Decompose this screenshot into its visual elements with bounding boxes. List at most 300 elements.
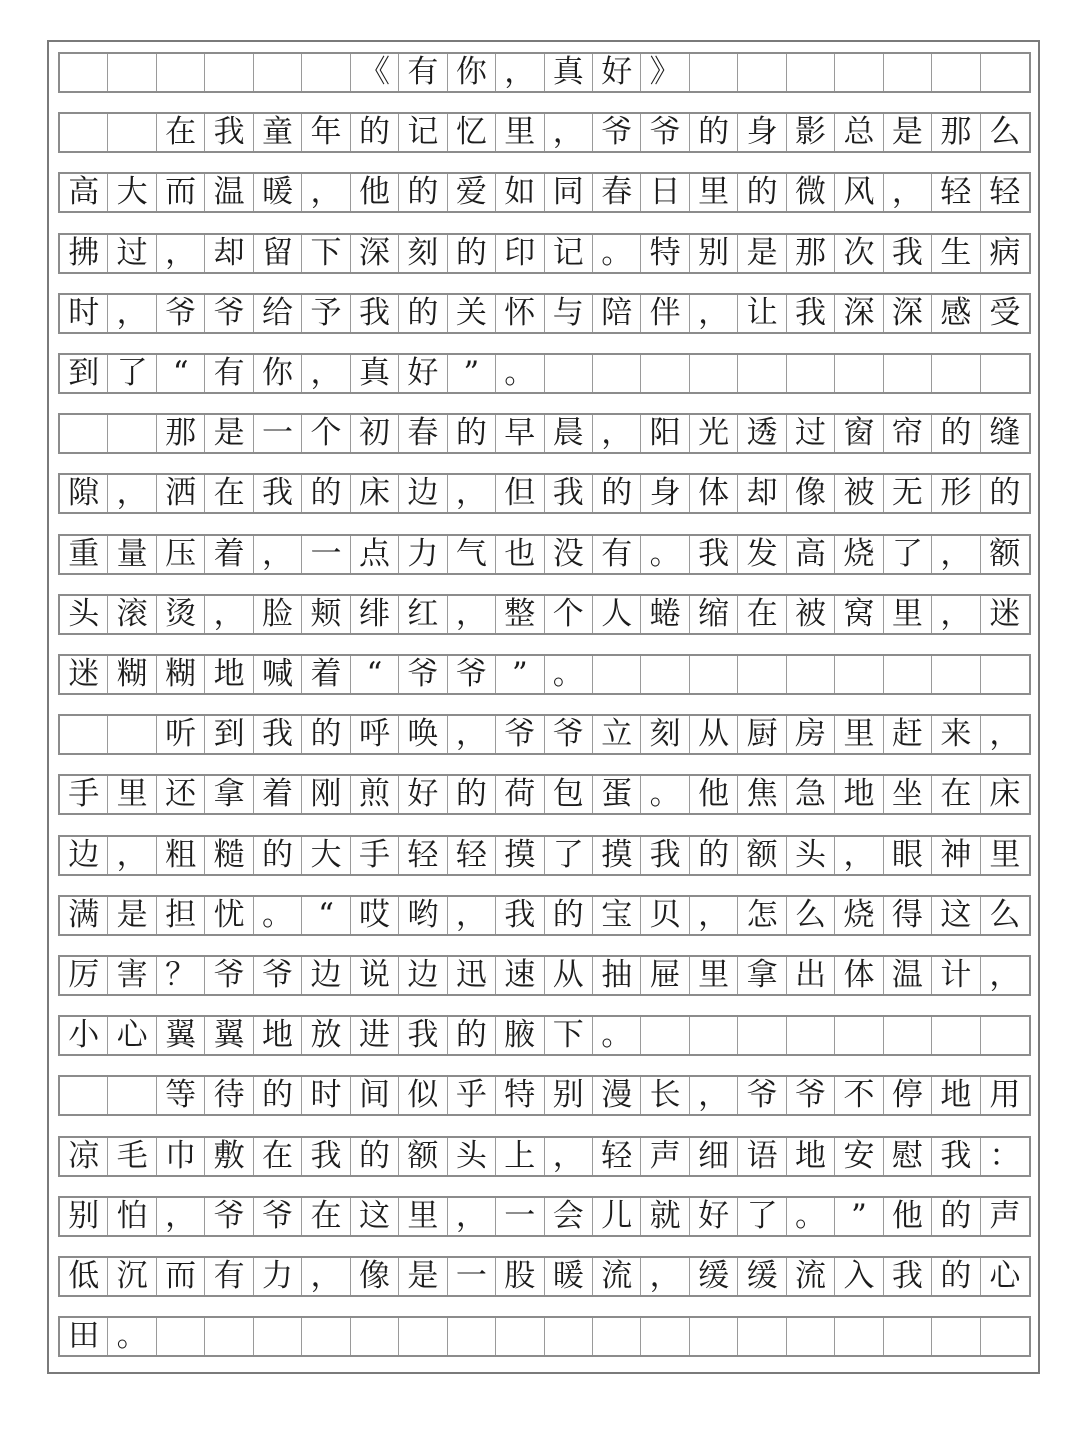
grid-cell: 阳	[641, 415, 689, 452]
grid-cell: 像	[787, 475, 835, 512]
grid-cell: 摸	[496, 837, 544, 874]
grid-cell: ，	[690, 897, 738, 934]
grid-cell: 日	[641, 174, 689, 211]
grid-cell	[932, 54, 980, 91]
grid-cell: 糊	[108, 656, 156, 693]
grid-cell: 地	[787, 1138, 835, 1175]
grid-cell	[157, 54, 205, 91]
grid-cell: 里	[690, 957, 738, 994]
grid-cell: 压	[157, 536, 205, 573]
grid-cell: 还	[157, 776, 205, 813]
grid-cell: 这	[932, 897, 980, 934]
grid-cell: 晨	[545, 415, 593, 452]
grid-cell: 无	[884, 475, 932, 512]
grid-cell: 是	[738, 235, 786, 272]
grid-cell: 了	[884, 536, 932, 573]
grid-cell: 放	[302, 1017, 350, 1054]
grid-cell: 腋	[496, 1017, 544, 1054]
grid-cell: 好	[690, 1198, 738, 1235]
grid-cell: 是	[205, 415, 253, 452]
grid-cell: 下	[302, 235, 350, 272]
grid-cell: 怎	[738, 897, 786, 934]
grid-cell: 边	[60, 837, 108, 874]
grid-cell: 不	[835, 1077, 883, 1114]
text-row	[58, 112, 1031, 153]
grid-cell: 在	[738, 596, 786, 633]
grid-cell: 地	[835, 776, 883, 813]
grid-cell: 一	[496, 1198, 544, 1235]
grid-cell: 我	[254, 716, 302, 753]
text-row	[58, 293, 1031, 334]
grid-cell	[545, 1318, 593, 1355]
grid-cell: 缓	[738, 1258, 786, 1295]
grid-cell: 身	[641, 475, 689, 512]
grid-cell: 。	[593, 1017, 641, 1054]
grid-cell: 我	[690, 536, 738, 573]
grid-cell: 从	[690, 716, 738, 753]
grid-cell: ，	[302, 174, 350, 211]
grid-cell: 过	[108, 235, 156, 272]
grid-cell: 下	[545, 1017, 593, 1054]
grid-cell: 巾	[157, 1138, 205, 1175]
grid-cell	[787, 1017, 835, 1054]
grid-cell: 轻	[399, 837, 447, 874]
grid-cell	[787, 54, 835, 91]
grid-cell	[738, 656, 786, 693]
grid-cell: 感	[932, 295, 980, 332]
grid-cell	[738, 1318, 786, 1355]
grid-cell: 别	[545, 1077, 593, 1114]
grid-cell: 绯	[351, 596, 399, 633]
grid-cell: 量	[108, 536, 156, 573]
grid-cell: ，	[496, 54, 544, 91]
grid-cell: 人	[593, 596, 641, 633]
grid-cell: 赶	[884, 716, 932, 753]
grid-cell: 是	[108, 897, 156, 934]
grid-cell: 里	[399, 1198, 447, 1235]
grid-cell: 细	[690, 1138, 738, 1175]
grid-cell: 微	[787, 174, 835, 211]
grid-cell: 的	[932, 1198, 980, 1235]
grid-cell: 个	[302, 415, 350, 452]
grid-cell: ，	[254, 536, 302, 573]
grid-cell: 的	[690, 114, 738, 151]
grid-cell	[787, 656, 835, 693]
grid-cell: 神	[932, 837, 980, 874]
grid-cell	[835, 1318, 883, 1355]
grid-cell: 脸	[254, 596, 302, 633]
grid-cell: 》	[641, 54, 689, 91]
grid-cell: 初	[351, 415, 399, 452]
grid-cell: 边	[399, 475, 447, 512]
grid-cell: 怀	[496, 295, 544, 332]
text-row	[58, 1075, 1031, 1116]
grid-cell	[690, 355, 738, 392]
grid-cell: 眼	[884, 837, 932, 874]
grid-cell: 沉	[108, 1258, 156, 1295]
grid-cell: 里	[690, 174, 738, 211]
grid-cell: 头	[787, 837, 835, 874]
grid-cell: 轻	[989, 174, 1021, 211]
grid-cell: 待	[205, 1077, 253, 1114]
grid-cell: 。	[496, 355, 544, 392]
grid-cell: 入	[835, 1258, 883, 1295]
grid-cell	[787, 355, 835, 392]
grid-cell: 翼	[157, 1017, 205, 1054]
grid-cell: 声	[989, 1197, 1021, 1234]
grid-cell: 么	[989, 114, 1021, 151]
grid-cell: 漫	[593, 1077, 641, 1114]
grid-cell: 烫	[157, 596, 205, 633]
grid-cell: 春	[399, 415, 447, 452]
grid-cell: 着	[205, 536, 253, 573]
grid-cell: 总	[835, 114, 883, 151]
grid-cell: 么	[787, 897, 835, 934]
grid-cell: 毛	[108, 1138, 156, 1175]
grid-cell	[60, 716, 108, 753]
grid-cell: 刻	[641, 716, 689, 753]
text-row	[58, 473, 1031, 514]
grid-cell: ？	[157, 957, 205, 994]
grid-cell: 着	[254, 776, 302, 813]
grid-cell: 呼	[351, 716, 399, 753]
grid-cell: ，	[641, 1258, 689, 1295]
grid-cell: ，	[205, 596, 253, 633]
grid-cell: 暖	[545, 1258, 593, 1295]
grid-cell: 立	[593, 716, 641, 753]
grid-cell: 别	[60, 1198, 108, 1235]
grid-cell: 喊	[254, 656, 302, 693]
grid-cell: 里	[989, 836, 1021, 873]
grid-cell: 地	[254, 1017, 302, 1054]
grid-cell	[60, 54, 108, 91]
grid-cell	[884, 355, 932, 392]
grid-cell: 了	[738, 1198, 786, 1235]
grid-cell: 受	[989, 294, 1021, 331]
grid-cell: 低	[60, 1258, 108, 1295]
grid-cell: 翼	[205, 1017, 253, 1054]
grid-cell: 的	[302, 475, 350, 512]
grid-cell: 早	[496, 415, 544, 452]
grid-cell: 屉	[641, 957, 689, 994]
grid-cell: ，	[302, 355, 350, 392]
grid-cell: 体	[690, 475, 738, 512]
grid-cell: 别	[690, 235, 738, 272]
grid-cell: 的	[399, 174, 447, 211]
grid-cell: 里	[108, 776, 156, 813]
text-row	[58, 1316, 1031, 1357]
grid-cell	[738, 355, 786, 392]
grid-cell: 轻	[448, 837, 496, 874]
grid-cell: ，	[989, 957, 1021, 993]
grid-cell: 就	[641, 1198, 689, 1235]
grid-cell: 手	[351, 837, 399, 874]
grid-cell: 在	[205, 475, 253, 512]
grid-cell: 地	[205, 656, 253, 693]
grid-cell: 童	[254, 114, 302, 151]
grid-cell: 我	[884, 1258, 932, 1295]
grid-cell	[690, 656, 738, 693]
grid-cell: 在	[932, 776, 980, 813]
grid-cell	[641, 656, 689, 693]
grid-cell	[738, 54, 786, 91]
grid-cell: 乎	[448, 1077, 496, 1114]
text-row	[58, 1136, 1031, 1177]
grid-cell: 停	[884, 1077, 932, 1114]
text-row	[58, 413, 1031, 454]
grid-cell: 时	[60, 295, 108, 332]
grid-cell: 洒	[157, 475, 205, 512]
text-row	[58, 353, 1031, 394]
title-row	[58, 52, 1031, 93]
grid-cell: 怕	[108, 1198, 156, 1235]
grid-cell: 我	[205, 114, 253, 151]
grid-cell: 似	[399, 1077, 447, 1114]
grid-cell: 。	[641, 536, 689, 573]
grid-cell: 却	[205, 235, 253, 272]
grid-cell: 床	[989, 776, 1021, 813]
grid-cell: 那	[787, 235, 835, 272]
grid-cell: 速	[496, 957, 544, 994]
grid-cell: 印	[496, 235, 544, 272]
grid-cell: 蜷	[641, 596, 689, 633]
grid-cell: 爷	[593, 114, 641, 151]
grid-cell: 的	[690, 837, 738, 874]
grid-cell: 《	[351, 54, 399, 91]
grid-cell: 体	[835, 957, 883, 994]
grid-cell: 轻	[593, 1138, 641, 1175]
grid-cell: ，	[108, 837, 156, 874]
grid-cell: ”	[448, 355, 496, 392]
grid-cell: 真	[351, 355, 399, 392]
grid-cell: 的	[932, 1258, 980, 1295]
grid-cell	[641, 1318, 689, 1355]
grid-cell: 记	[399, 114, 447, 151]
grid-cell: 留	[254, 235, 302, 272]
grid-cell: 急	[787, 776, 835, 813]
grid-cell: 他	[690, 776, 738, 813]
grid-cell	[302, 1318, 350, 1355]
grid-cell: 烧	[835, 897, 883, 934]
grid-cell: 好	[399, 355, 447, 392]
grid-cell: 到	[60, 355, 108, 392]
grid-cell: 特	[496, 1077, 544, 1114]
grid-cell: 时	[302, 1077, 350, 1114]
grid-cell: 荷	[496, 776, 544, 813]
grid-cell: 心	[108, 1017, 156, 1054]
grid-cell	[254, 54, 302, 91]
grid-cell: 一	[302, 536, 350, 573]
grid-cell: ，	[690, 1077, 738, 1114]
grid-cell: 深	[884, 295, 932, 332]
grid-cell: 我	[884, 235, 932, 272]
grid-cell: 我	[545, 475, 593, 512]
grid-cell: 。	[787, 1198, 835, 1235]
grid-cell: 。	[545, 656, 593, 693]
grid-cell: 头	[60, 596, 108, 633]
grid-cell: 拿	[205, 776, 253, 813]
grid-cell: 温	[205, 174, 253, 211]
grid-cell	[787, 1318, 835, 1355]
grid-cell: 伴	[641, 295, 689, 332]
grid-cell: 头	[448, 1138, 496, 1175]
grid-cell: 我	[302, 1138, 350, 1175]
grid-cell: 力	[254, 1258, 302, 1295]
grid-cell: 年	[302, 114, 350, 151]
grid-cell: 爷	[205, 1198, 253, 1235]
grid-cell: 整	[496, 596, 544, 633]
grid-cell: 手	[60, 776, 108, 813]
grid-cell	[981, 1017, 1029, 1054]
grid-cell: 我	[641, 837, 689, 874]
grid-cell: 听	[157, 716, 205, 753]
grid-cell: ，	[302, 1258, 350, 1295]
grid-cell: 的	[399, 295, 447, 332]
grid-cell: 。	[641, 776, 689, 813]
grid-cell: 忧	[205, 897, 253, 934]
grid-cell: 的	[448, 1017, 496, 1054]
grid-cell: 高	[787, 536, 835, 573]
grid-cell: 那	[932, 114, 980, 151]
grid-cell: 给	[254, 295, 302, 332]
grid-cell: 陪	[593, 295, 641, 332]
grid-cell	[60, 415, 108, 452]
grid-cell: 爷	[254, 957, 302, 994]
grid-cell	[108, 1077, 156, 1114]
grid-cell: 窗	[835, 415, 883, 452]
grid-cell: 真	[545, 54, 593, 91]
grid-cell: 额	[738, 837, 786, 874]
grid-cell: 拂	[60, 235, 108, 272]
grid-cell: 颊	[302, 596, 350, 633]
grid-cell: 好	[593, 54, 641, 91]
grid-cell: ，	[448, 897, 496, 934]
grid-cell: 蛋	[593, 776, 641, 813]
grid-cell: 出	[787, 957, 835, 994]
grid-cell: ，	[448, 475, 496, 512]
text-row	[58, 714, 1031, 755]
grid-cell: ，	[932, 596, 980, 633]
grid-cell: 额	[399, 1138, 447, 1175]
grid-cell: 到	[205, 716, 253, 753]
grid-cell: 而	[157, 1258, 205, 1295]
grid-cell: 刻	[399, 235, 447, 272]
grid-cell: ，	[157, 235, 205, 272]
grid-cell: 滚	[108, 596, 156, 633]
grid-cell: 边	[399, 957, 447, 994]
grid-cell: ，	[545, 1138, 593, 1175]
grid-cell	[545, 355, 593, 392]
grid-cell: 病	[989, 234, 1021, 271]
grid-cell: 缓	[690, 1258, 738, 1295]
grid-cell: 窝	[835, 596, 883, 633]
grid-cell: 次	[835, 235, 883, 272]
grid-cell: 在	[302, 1198, 350, 1235]
grid-cell: ，	[448, 1198, 496, 1235]
grid-cell: 爷	[448, 656, 496, 693]
grid-cell: 地	[932, 1077, 980, 1114]
grid-cell: 上	[496, 1138, 544, 1175]
grid-cell: 的	[351, 1138, 399, 1175]
grid-cell: 深	[835, 295, 883, 332]
grid-cell: 他	[351, 174, 399, 211]
grid-cell: 帘	[884, 415, 932, 452]
grid-cell: ，	[932, 536, 980, 573]
grid-cell	[205, 1318, 253, 1355]
grid-cell: 有	[593, 536, 641, 573]
grid-cell	[981, 656, 1029, 693]
grid-cell: 你	[254, 355, 302, 392]
grid-cell: 像	[351, 1258, 399, 1295]
grid-cell: ：	[989, 1137, 1021, 1174]
grid-cell: 关	[448, 295, 496, 332]
grid-cell: 的	[254, 1077, 302, 1114]
grid-cell: 爱	[448, 174, 496, 211]
grid-cell: 暖	[254, 174, 302, 211]
text-row	[58, 654, 1031, 695]
grid-cell	[835, 1017, 883, 1054]
grid-cell: 说	[351, 957, 399, 994]
grid-cell: 么	[989, 896, 1021, 933]
grid-cell: 一	[448, 1258, 496, 1295]
grid-cell: 生	[932, 235, 980, 272]
grid-cell: 计	[932, 957, 980, 994]
grid-cell: 爷	[787, 1077, 835, 1114]
grid-cell: 坐	[884, 776, 932, 813]
text-row	[58, 1015, 1031, 1056]
grid-cell	[932, 1318, 980, 1355]
grid-cell: 是	[399, 1258, 447, 1295]
grid-cell	[690, 1017, 738, 1054]
grid-cell: 身	[738, 114, 786, 151]
grid-cell: ，	[835, 837, 883, 874]
grid-cell: 我	[496, 897, 544, 934]
grid-cell	[981, 54, 1029, 91]
grid-cell: 爷	[205, 957, 253, 994]
grid-cell: 会	[545, 1198, 593, 1235]
grid-cell: 的	[448, 415, 496, 452]
grid-cell	[690, 1318, 738, 1355]
grid-cell: 我	[787, 295, 835, 332]
grid-cell: 与	[545, 295, 593, 332]
grid-cell: 的	[932, 415, 980, 452]
grid-cell: 害	[108, 957, 156, 994]
grid-cell	[205, 54, 253, 91]
text-row	[58, 774, 1031, 815]
grid-cell: 也	[496, 536, 544, 573]
grid-cell: 爷	[641, 114, 689, 151]
grid-cell: 田	[60, 1318, 108, 1355]
grid-cell: 床	[351, 475, 399, 512]
text-row	[58, 1196, 1031, 1237]
grid-cell	[932, 656, 980, 693]
grid-cell: 从	[545, 957, 593, 994]
grid-cell: 房	[787, 716, 835, 753]
grid-cell	[884, 1318, 932, 1355]
grid-cell: 个	[545, 596, 593, 633]
grid-cell: 迷	[989, 595, 1021, 632]
grid-cell: 没	[545, 536, 593, 573]
grid-cell: 点	[351, 536, 399, 573]
grid-cell: 的	[351, 114, 399, 151]
grid-cell	[641, 1017, 689, 1054]
grid-cell	[835, 355, 883, 392]
grid-cell: 得	[884, 897, 932, 934]
grid-cell: 发	[738, 536, 786, 573]
grid-cell: 焦	[738, 776, 786, 813]
grid-cell: ，	[593, 415, 641, 452]
grid-cell: 风	[835, 174, 883, 211]
